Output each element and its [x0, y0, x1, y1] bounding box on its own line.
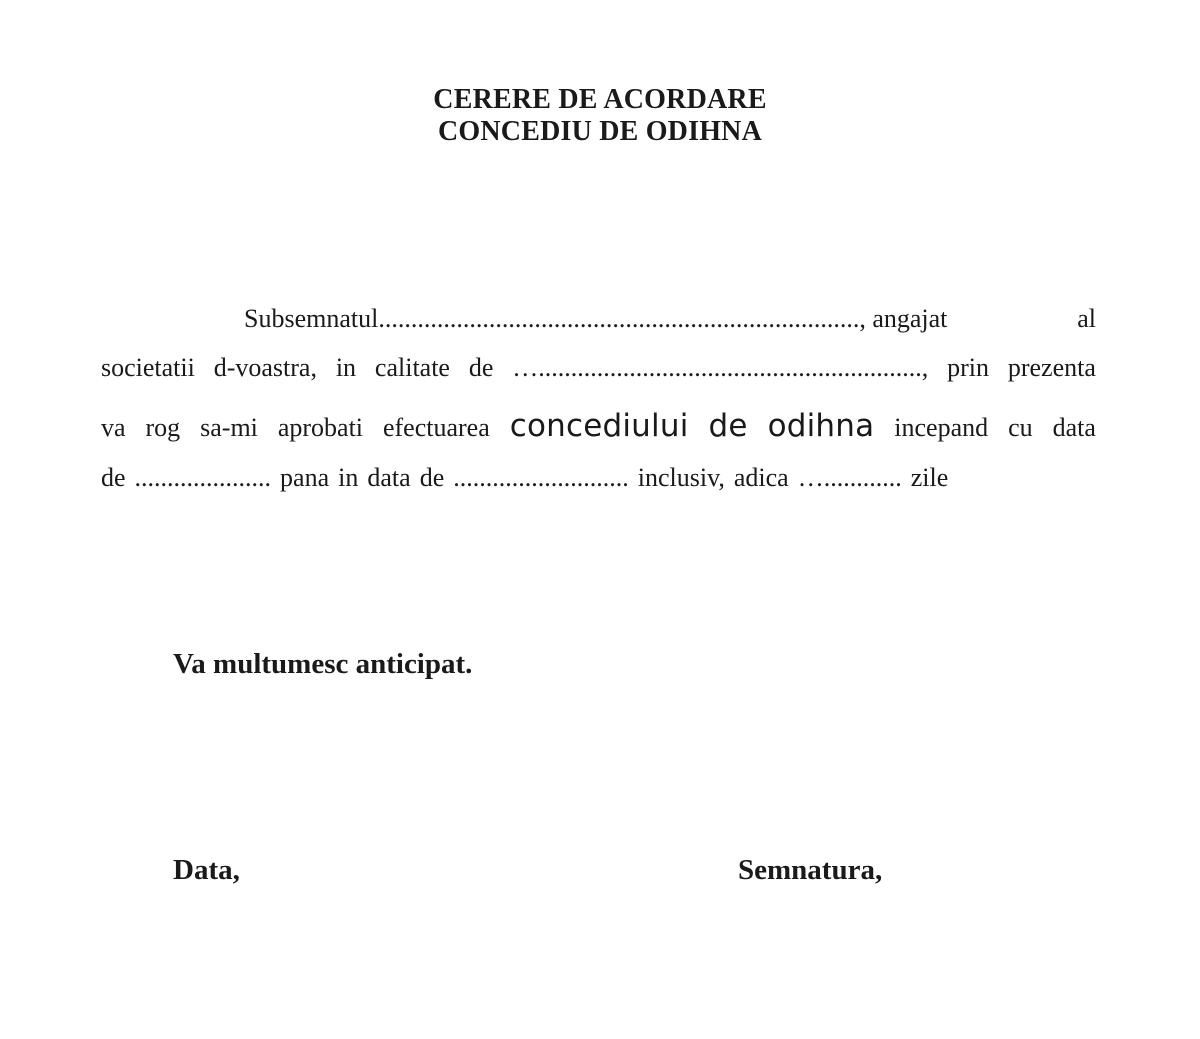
paragraph-word: de: [101, 463, 126, 492]
document-title-line1: CERERE DE ACORDARE: [433, 84, 767, 115]
paragraph-word-emphasis: odihna: [767, 408, 875, 444]
paragraph-word: prezenta: [1007, 353, 1096, 382]
paragraph-word: efectuarea: [382, 413, 490, 442]
blank-start-date: .....................: [134, 463, 272, 492]
paragraph-word: zile: [910, 463, 949, 492]
paragraph-word: inclusiv,: [637, 463, 725, 492]
paragraph-word: cu: [1008, 413, 1033, 442]
paragraph-word: calitate: [374, 353, 450, 382]
paragraph-word: data: [1052, 413, 1096, 442]
paragraph-line-3: [101, 408, 1096, 444]
date-label: Data,: [173, 854, 240, 886]
paragraph-word: societatii: [101, 353, 195, 382]
signature-label: Semnatura,: [738, 854, 883, 886]
paragraph-word: aprobati: [277, 413, 364, 442]
paragraph-word: de: [419, 463, 445, 492]
paragraph-line-4: [101, 463, 1096, 493]
paragraph-word: …...........................................................,: [512, 353, 929, 382]
paragraph-word-emphasis: de: [708, 408, 748, 444]
blank-days: …............: [797, 463, 902, 492]
paragraph-word: va: [101, 413, 126, 442]
paragraph-line-1: [244, 304, 1096, 334]
paragraph-word: d-voastra,: [213, 353, 317, 382]
paragraph-word: data: [367, 463, 411, 492]
paragraph-word: adica: [733, 463, 789, 492]
blank-end-date: ...........................: [453, 463, 629, 492]
closing-text: Va multumesc anticipat.: [173, 648, 473, 680]
paragraph-word: sa-mi: [200, 413, 258, 442]
paragraph-word: in: [335, 353, 357, 382]
paragraph-word: in: [338, 463, 359, 492]
paragraph-word: incepand: [894, 413, 989, 442]
paragraph-word: al: [1077, 304, 1096, 333]
document-title-line2: CONCEDIU DE ODIHNA: [437, 116, 763, 147]
paragraph-word: Subsemnatul.........................................................................., angajat: [244, 304, 948, 333]
paragraph-word: prin: [947, 353, 989, 382]
paragraph-word: pana: [280, 463, 330, 492]
paragraph-word: rog: [145, 413, 181, 442]
paragraph-line-2: [101, 353, 1096, 383]
paragraph-word: de: [468, 353, 494, 382]
paragraph-word-emphasis: concediului: [509, 408, 689, 444]
